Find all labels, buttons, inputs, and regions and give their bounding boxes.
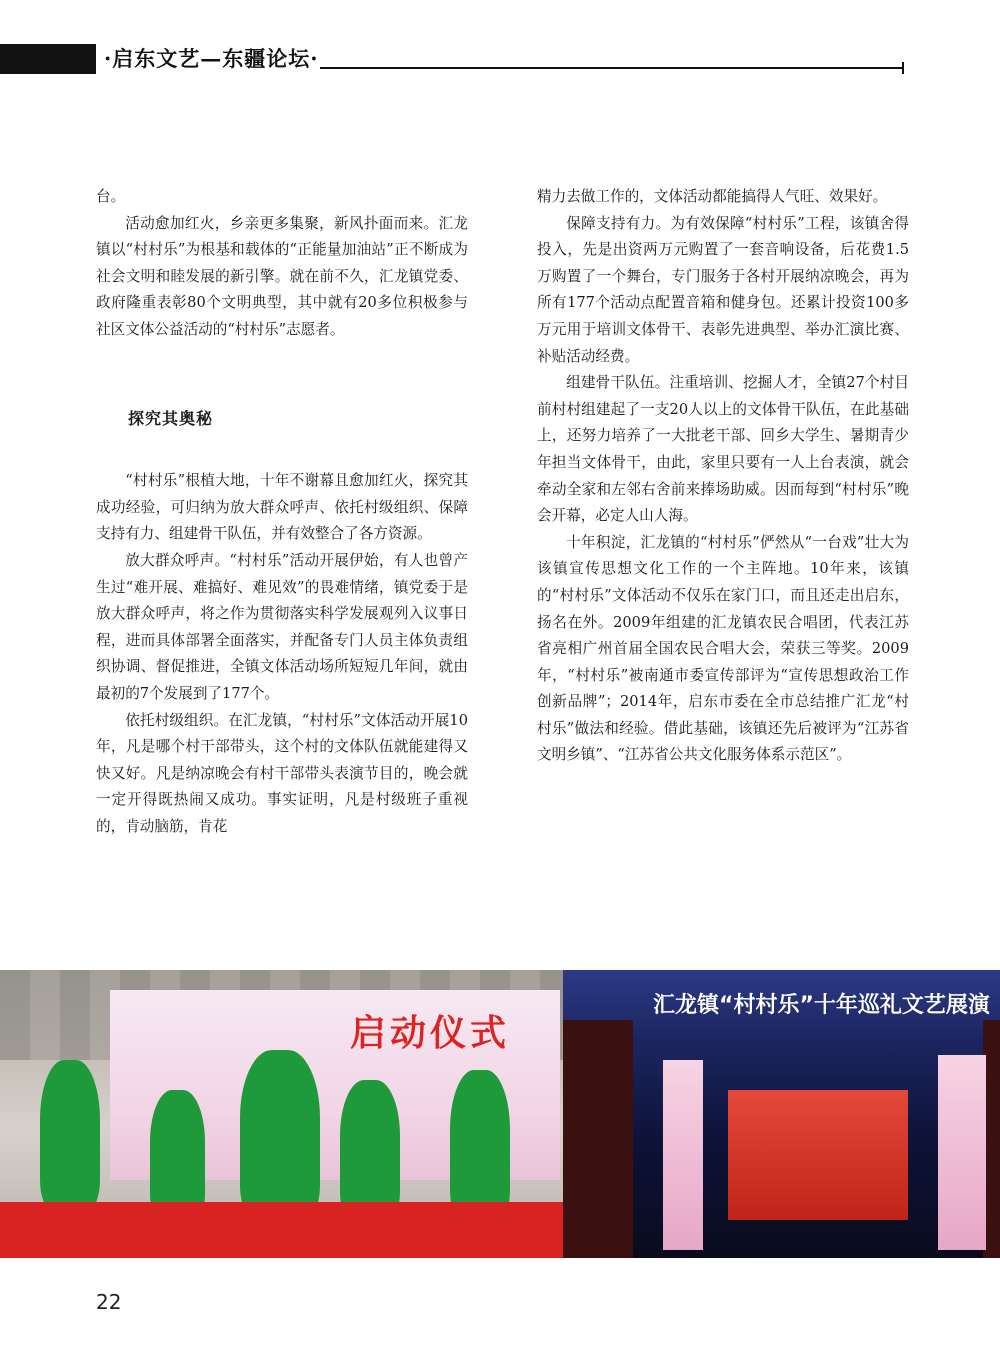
stage-led-screen: [728, 1090, 908, 1220]
stage-curtain: [563, 1020, 633, 1258]
dancer-figure: [40, 1060, 100, 1210]
dancer-figure: [340, 1080, 400, 1220]
dancer-figure: [450, 1070, 510, 1220]
dancer-figure: [150, 1090, 205, 1220]
paragraph: 十年积淀，汇龙镇的“村村乐”俨然从“一台戏”壮大为该镇宣传思想文化工作的一个主阵地。10年来，该镇的“村村乐”文体活动不仅乐在家门口，而且还走出启东，扬名在外。2009年组建的汇龙镇农民合唱团，代表江苏省亮相广州首届全国农民合唱大会，荣获三等奖。2009年，“村村乐”被南通市委宣传部评为“宣传思想政治工作创新品牌”；2014年，启东市委在全市总结推广汇龙“村村乐”做法和经验。借此基础，该镇还先后被评为“江苏省文明乡镇”、“江苏省公共文化服务体系示范区”。: [537, 533, 909, 764]
paragraph: 放大群众呼声。“村村乐”活动开展伊始，有人也曾产生过“难开展、难搞好、难见效”的畏难情绪，镇党委于是放大群众呼声，将之作为贯彻落实科学发展观列入议事日程，进而具体部署全面落实，并配备专门人员主体负责组织协调、督促推进，全镇文体活动场所短短几年间，就由最初的7个发展到了177个。: [96, 551, 468, 702]
red-stage-floor: [0, 1202, 563, 1258]
paragraph: 精力去做工作的，文体活动都能搞得人气旺、效果好。: [537, 188, 888, 205]
left-column: [96, 184, 468, 840]
paragraph: 保障支持有力。为有效保障“村村乐”工程，该镇舍得投入，先是出资两万元购置了一套音响设备，后花费1.5万购置了一个舞台，专门服务于各村开展纳凉晚会，再为所有177个活动点配置音箱和健身包。还累计投资100多万元用于培训文体骨干、表彰先进典型、举办汇演比赛、补贴活动经费。: [537, 214, 909, 365]
paragraph: 组建骨干队伍。注重培训、挖掘人才，全镇27个村目前村村组建起了一支20人以上的文体骨干队伍，在此基础上，还努力培养了一大批老干部、回乡大学生、暑期青少年担当文体骨干，由此，家里只要有一人上台表演，就会牵动全家和左邻右舍前来捧场助威。因而每到“村村乐”晚会开幕，必定人山人海。: [537, 374, 909, 525]
running-header-title: ·启东文艺—东疆论坛·: [104, 46, 319, 71]
header-rule-tick: [902, 62, 904, 74]
header-black-block: [0, 44, 96, 74]
stage-banner-caption: 汇龙镇“村村乐”十年巡礼文艺展演: [653, 993, 990, 1018]
stage-show-photo: [563, 970, 1000, 1258]
stage-pillar: [663, 1060, 703, 1250]
dance-performance-photo: [0, 970, 563, 1258]
dancer-figure: [240, 1050, 320, 1220]
section-heading: 探究其奥秘: [128, 408, 214, 428]
stage-pillar: [938, 1055, 986, 1250]
header-rule: [320, 67, 902, 69]
paragraph: 活动愈加红火，乡亲更多集聚，新风扑面而来。汇龙镇以“村村乐”为根基和载体的“正能量加油站”正不断成为社会文明和睦发展的新引擎。就在前不久，汇龙镇党委、政府隆重表彰80个文明典型，其中就有20多位积极参与社区文体公益活动的“村村乐”志愿者。: [96, 214, 468, 338]
photo-strip: [0, 970, 1000, 1258]
banner-text: 启动仪式: [350, 1013, 511, 1054]
right-column: [537, 184, 909, 769]
paragraph: 台。: [96, 188, 126, 205]
paragraph: “村村乐”根植大地，十年不谢幕且愈加红火，探究其成功经验，可归纳为放大群众呼声、依托村级组织、保障支持有力、组建骨干队伍，并有效整合了各方资源。: [96, 472, 468, 543]
paragraph: 依托村级组织。在汇龙镇，“村村乐”文体活动开展10年，凡是哪个村干部带头，这个村的文体队伍就能建得又快又好。凡是纳凉晚会有村干部带头表演节目的，晚会就一定开得既热闹又成功。事实证明，凡是村级班子重视的，肯动脑筋，肯花: [96, 711, 468, 835]
page-number: 22: [96, 1290, 122, 1314]
